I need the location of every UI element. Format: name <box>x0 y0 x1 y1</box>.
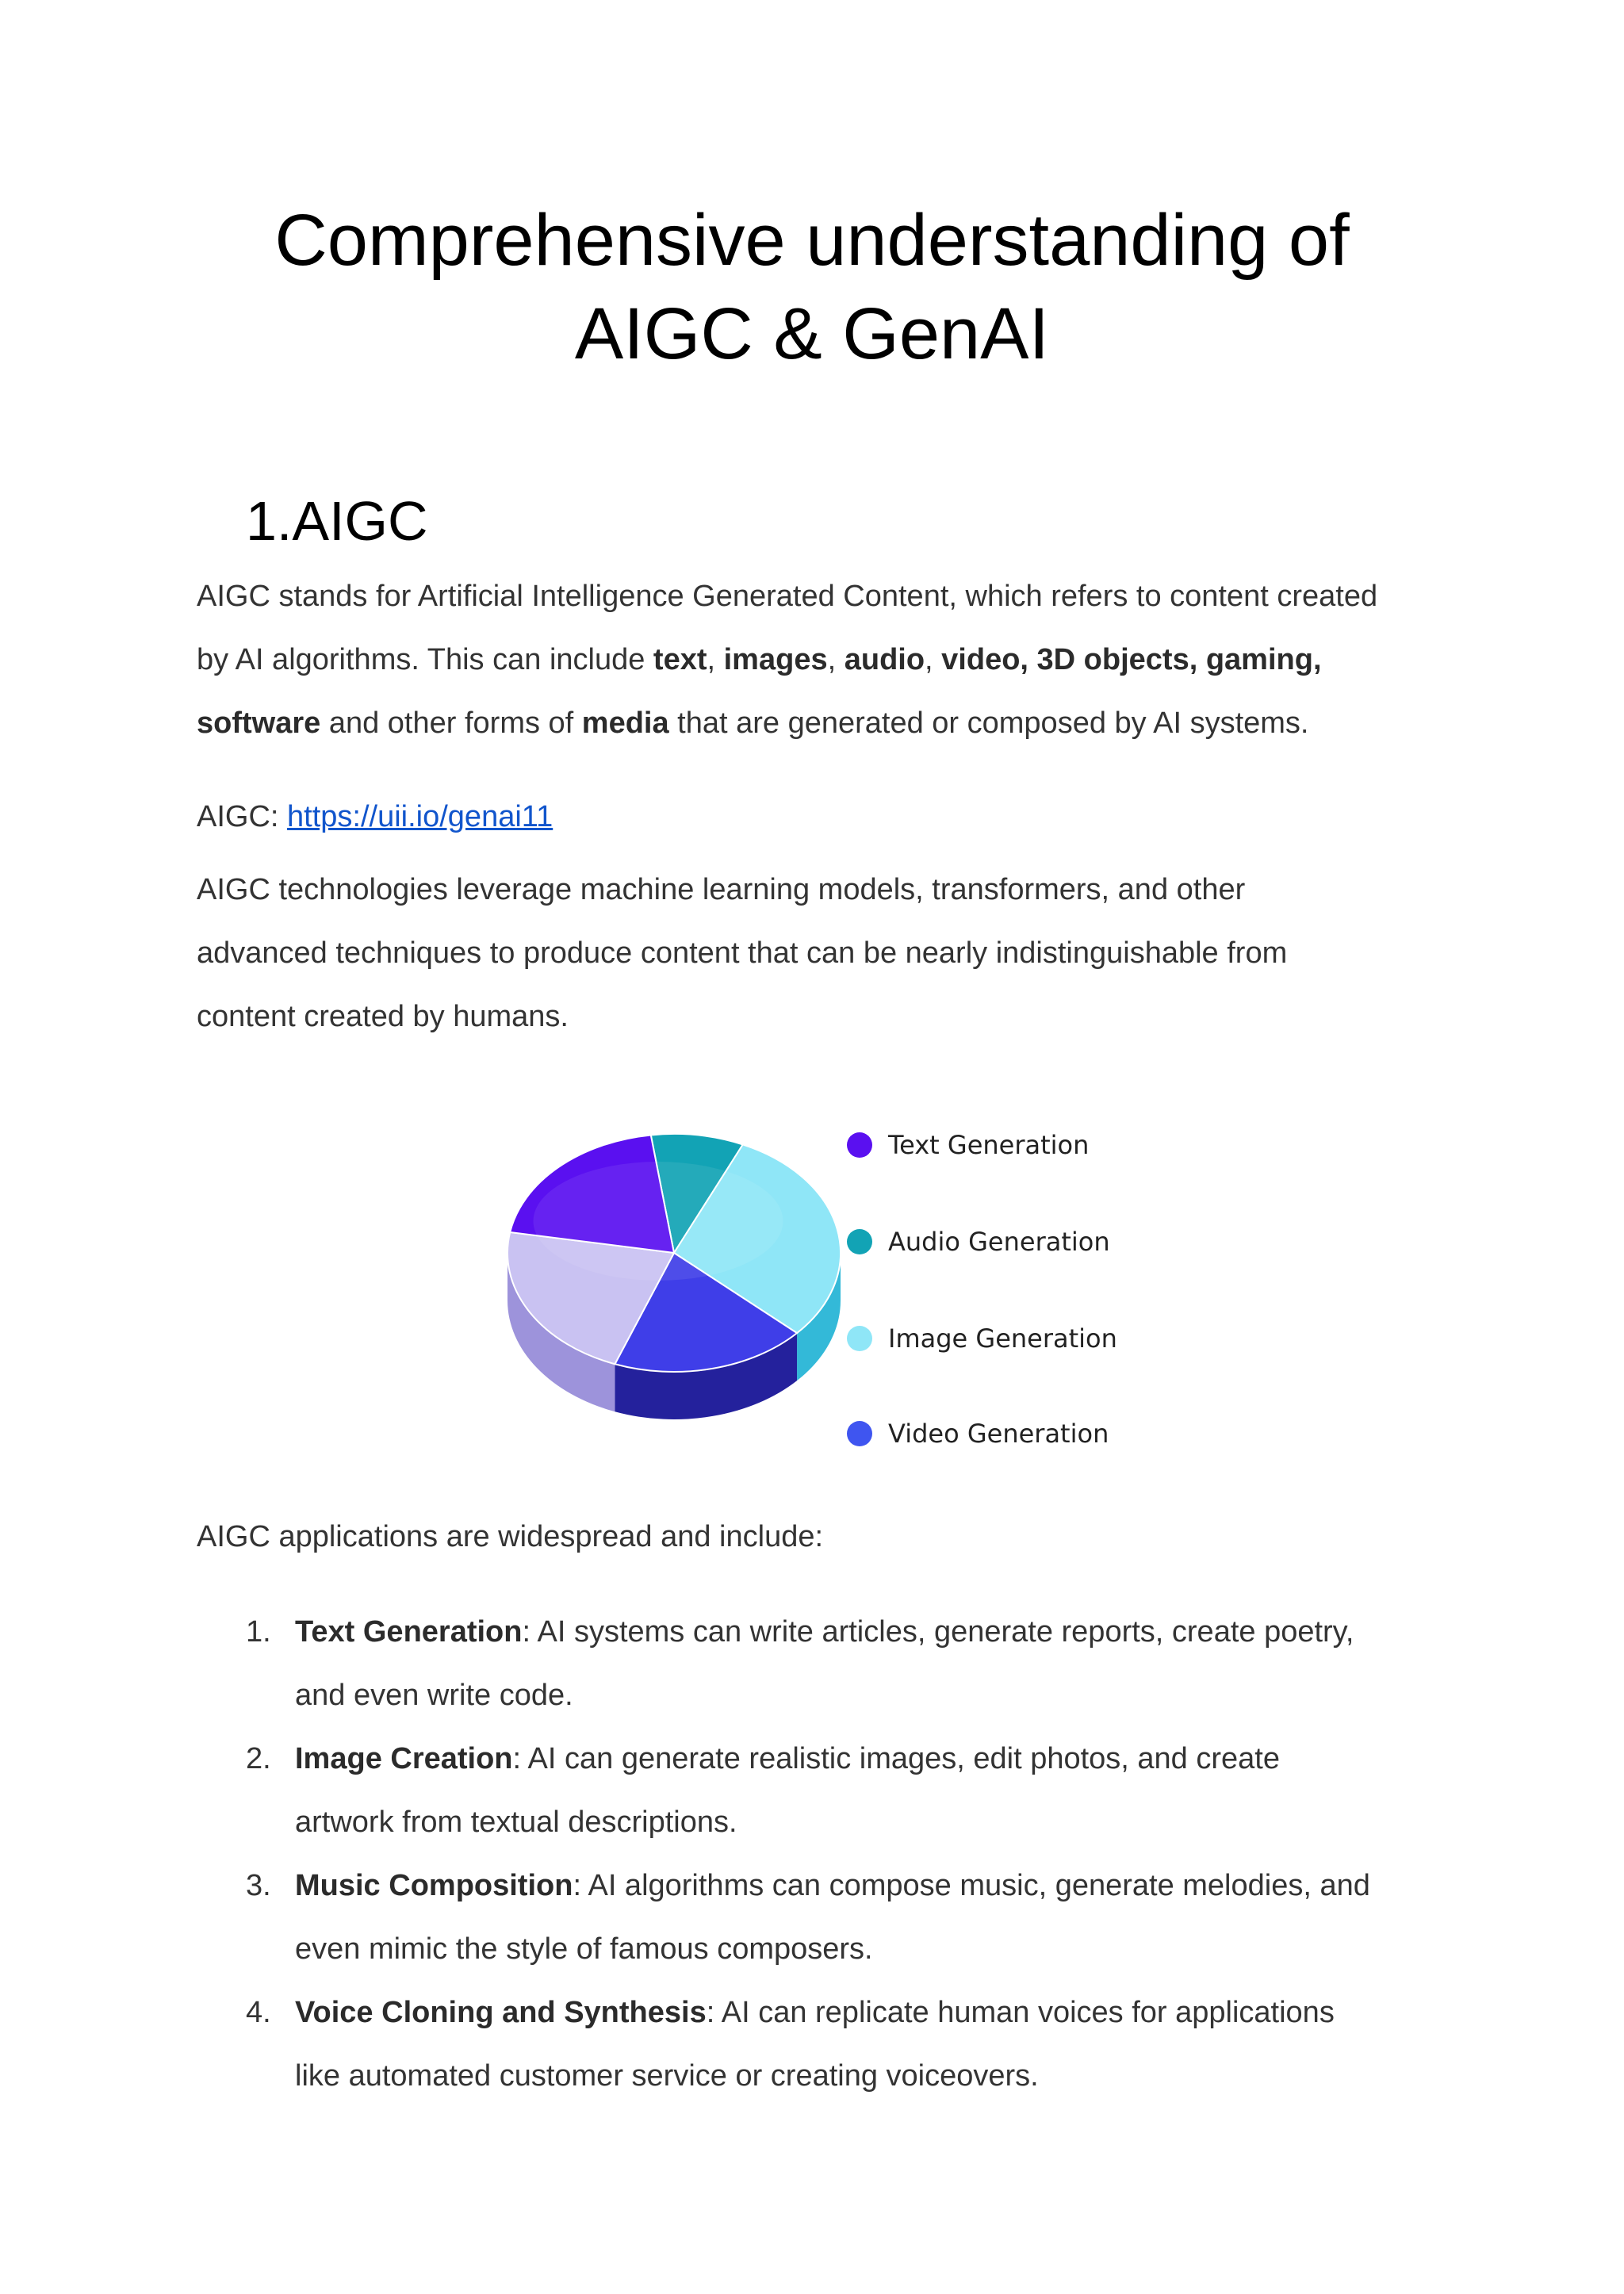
list-term: Image Creation <box>295 1742 513 1775</box>
intro-paragraph <box>197 565 1450 755</box>
list-line-2: artwork from textual descriptions. <box>295 1806 737 1839</box>
genai-link[interactable]: https://uii.io/genai11 <box>287 800 553 833</box>
list-line-2: even mimic the style of famous composers. <box>295 1932 873 1966</box>
list-number: 1. <box>246 1615 271 1649</box>
list-number: 3. <box>246 1869 271 1902</box>
title-line-1: Comprehensive understanding of <box>274 200 1350 281</box>
list-item <box>197 1727 1465 1854</box>
list-item <box>197 1600 1465 1727</box>
chart-legend <box>847 1086 1164 1449</box>
list-term: Voice Cloning and Synthesis <box>295 1996 707 2029</box>
list-line-1 <box>295 1981 1465 2044</box>
link-prefix: AIGC: <box>197 800 288 833</box>
list-text: : AI can replicate human voices for applications <box>706 1996 1335 2029</box>
legend-label: Text Generation <box>888 1130 1090 1160</box>
legend-dot-icon <box>847 1421 872 1446</box>
list-item <box>197 1981 1465 2108</box>
bold-audio: audio <box>844 643 925 676</box>
legend-label: Image Generation <box>888 1323 1117 1354</box>
intro-line-1: AIGC stands for Artificial Intelligence Generated Content, which refers to content created <box>197 580 1378 613</box>
tech-line-1: AIGC technologies leverage machine learning models, transformers, and other <box>197 873 1246 906</box>
pie-chart-svg <box>492 1086 888 1451</box>
list-term: Text Generation <box>295 1615 523 1649</box>
separator: , <box>925 643 942 676</box>
pie-highlight <box>534 1162 783 1281</box>
legend-dot-icon <box>847 1229 872 1254</box>
bold-video: video, 3D objects, gaming, <box>941 643 1322 676</box>
legend-label: Video Generation <box>888 1419 1109 1449</box>
separator: , <box>707 643 724 676</box>
applications-intro: AIGC applications are widespread and include: <box>197 1520 824 1553</box>
intro-text: and other forms of <box>320 707 582 740</box>
bold-software: software <box>197 707 321 740</box>
list-number: 4. <box>246 1996 271 2029</box>
list-number: 2. <box>246 1742 271 1775</box>
list-text: : AI algorithms can compose music, generate melodies, and <box>573 1869 1370 1902</box>
applications-list <box>197 1600 1465 2108</box>
list-line-1 <box>295 1854 1465 1917</box>
legend-item-video-generation <box>847 1410 1109 1457</box>
tech-paragraph <box>197 858 1450 1048</box>
list-text: : AI can generate realistic images, edit photos, and create <box>512 1742 1280 1775</box>
list-text: : AI systems can write articles, generate reports, create poetry, <box>522 1615 1354 1649</box>
document-title <box>0 193 1624 381</box>
bold-text: text <box>653 643 707 676</box>
list-item <box>197 1854 1465 1981</box>
list-line-1 <box>295 1600 1465 1664</box>
legend-dot-icon <box>847 1326 872 1351</box>
list-line-2: and even write code. <box>295 1679 573 1712</box>
list-line-2: like automated customer service or creating voiceovers. <box>295 2059 1039 2093</box>
legend-label: Audio Generation <box>888 1227 1110 1257</box>
list-term: Music Composition <box>295 1869 573 1902</box>
intro-text: by AI algorithms. This can include <box>197 643 653 676</box>
link-paragraph <box>197 785 1450 848</box>
intro-line-3 <box>197 691 1450 755</box>
legend-dot-icon <box>847 1132 872 1158</box>
bold-media: media <box>581 707 669 740</box>
legend-item-image-generation <box>847 1315 1117 1362</box>
intro-line-2 <box>197 628 1450 691</box>
tech-line-3: content created by humans. <box>197 1000 569 1033</box>
legend-item-text-generation <box>847 1121 1089 1169</box>
tech-line-2: advanced techniques to produce content that can be nearly indistinguishable from <box>197 936 1288 970</box>
separator: , <box>827 643 845 676</box>
intro-text: that are generated or composed by AI systems. <box>668 707 1309 740</box>
title-line-2: AIGC & GenAI <box>574 293 1050 374</box>
bold-images: images <box>723 643 828 676</box>
list-line-1 <box>295 1727 1465 1790</box>
section-heading-aigc: 1.AIGC <box>246 490 428 552</box>
legend-item-audio-generation <box>847 1218 1110 1266</box>
